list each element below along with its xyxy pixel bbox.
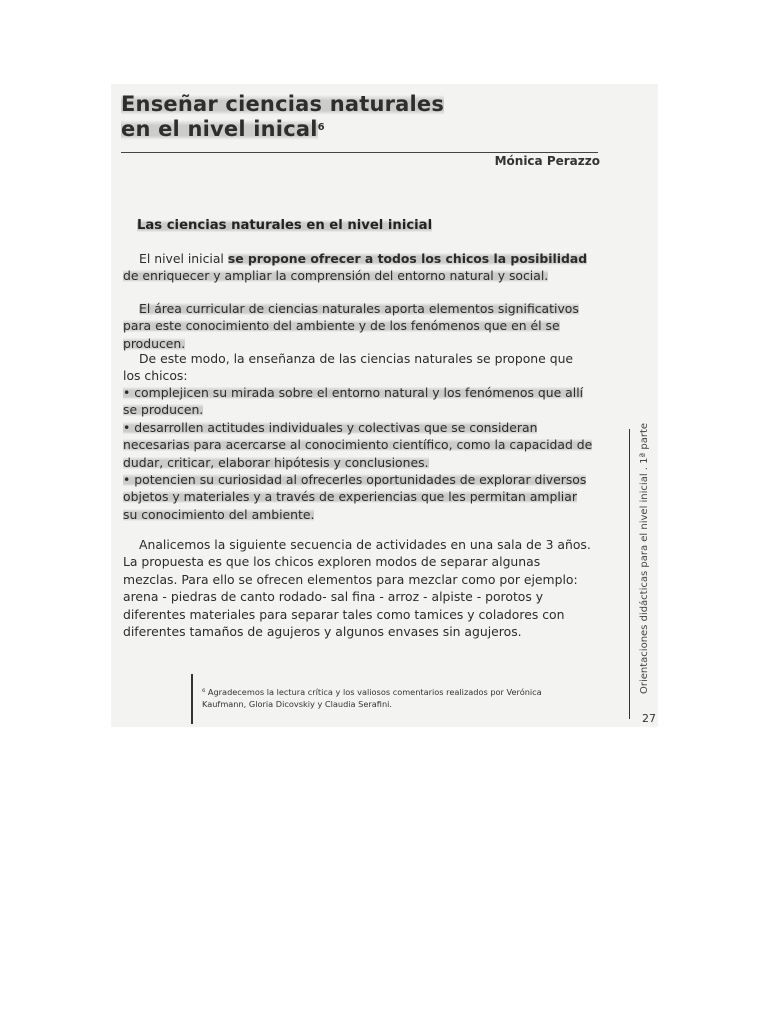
section-heading-text: Las ciencias naturales en el nivel inicial xyxy=(137,218,433,233)
p1-bold: se propone ofrecer a todos los chicos la posibilidad xyxy=(227,251,588,266)
paragraph-3-intro xyxy=(123,350,593,385)
paragraph-4 xyxy=(123,536,593,640)
footnote: ⁶ Agradecemos la lectura crítica y los valiosos comentarios realizados por Verónica Kaufmann, Gloria Dicovskiy y Claudia Serafini. xyxy=(202,687,542,709)
list-item: • complejicen su mirada sobre el entorno natural y los fenómenos que allí se producen. xyxy=(123,385,584,418)
title-line-1: Enseñar ciencias naturales xyxy=(121,92,445,116)
section-heading xyxy=(137,218,432,233)
scanned-page xyxy=(111,84,658,727)
title-rule xyxy=(121,152,598,153)
p4-text: Analicemos la siguiente secuencia de actividades en una sala de 3 años. La propuesta es que los chicos exploren modos de separar algunas mezclas. Para ello se ofrecen elementos para mezclar como por ejemplo: arena - piedras de canto rodado- sal fina - arroz - alpiste - porotos y diferentes materiales para separar tales como tamices y coladores con diferentes tamaños de agujeros y algunos envases sin agujeros. xyxy=(123,537,591,640)
footnote-bar xyxy=(191,674,193,724)
paragraph-2 xyxy=(123,300,593,352)
document-title xyxy=(121,92,444,142)
p2-text: El área curricular de ciencias naturales aporta elementos significativos para este conocimiento del ambiente y de los fenómenos que en él se producen. xyxy=(123,301,579,351)
list-item: • desarrollen actitudes individuales y colectivas que se consideran necesarias para acercarse al conocimiento científico, como la capacidad de dudar, criticar, elaborar hipótesis y conclusiones. xyxy=(123,419,593,470)
list-item: • potencien su curiosidad al ofrecerles oportunidades de explorar diversos objetos y materiales y a través de experiencias que les permitan ampliar su conocimiento del ambiente. xyxy=(123,472,587,522)
objectives-list xyxy=(123,384,593,523)
paragraph-1 xyxy=(123,250,593,285)
page-number: 27 xyxy=(642,712,656,725)
p3-intro-text: De este modo, la enseñanza de las ciencias naturales se propone que los chicos: xyxy=(123,351,574,384)
author-name: Mónica Perazzo xyxy=(494,154,600,168)
side-running-header: Orientaciones didácticas para el nivel inicial . 1ª parte xyxy=(639,422,650,694)
p1-rest: de enriquecer y ampliar la comprensión del entorno natural y social. xyxy=(123,268,549,284)
side-rule xyxy=(629,429,630,719)
title-line-2: en el nivel inical xyxy=(121,117,318,141)
p1-lead: El nivel inicial xyxy=(139,251,228,266)
title-footnote-mark: 6 xyxy=(317,122,325,133)
